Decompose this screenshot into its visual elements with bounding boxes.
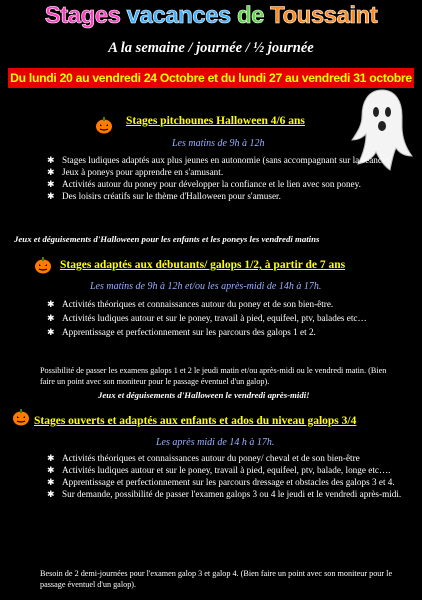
pumpkin-icon: [12, 408, 30, 426]
bullet-icon: ✱: [47, 453, 55, 463]
bullet-icon: ✱: [47, 313, 55, 323]
title-word: de: [236, 2, 264, 29]
title-word: Stages: [44, 2, 121, 29]
list-item: ✱ Activités théoriques et connaissances autour du poney/ cheval et de son bien-être: [47, 453, 360, 463]
bullet-icon: ✱: [47, 327, 55, 337]
bullet-icon: ✱: [47, 179, 55, 189]
pumpkin-icon: [34, 256, 52, 274]
section-hours: Les après midi de 14 h à 17h.: [156, 437, 275, 448]
title-word: vacances: [126, 2, 231, 29]
list-item: ✱ Apprentissage et perfectionnement sur les parcours dressage et obstacles des galops 3 et 4.: [47, 477, 395, 487]
section-note: Besoin de 2 demi-journées pour l'examen galop 3 et galop 4. (Bien faire un point avec son moniteur pour le passage éventuel d'un galop).: [40, 569, 393, 589]
section-emphasis: Jeux et déguisements d'Halloween pour les enfants et les poneys les vendredi matins: [14, 234, 320, 244]
section-list: [47, 298, 402, 338]
title-word: Toussaint: [270, 2, 378, 29]
section-title: Stages adaptés aux débutants/ galops 1/2, à partir de 7 ans: [60, 259, 346, 271]
bullet-icon: ✱: [47, 465, 55, 475]
list-item: ✱ Jeux à poneys pour apprendre en s'amusant.: [47, 167, 224, 177]
pumpkin-icon: [95, 116, 113, 134]
bullet-icon: ✱: [47, 477, 55, 487]
list-item: ✱ Stages ludiques adaptés aux plus jeunes en autonomie (sans accompagnant sur la séance): [47, 155, 390, 165]
bullet-icon: ✱: [47, 167, 55, 177]
list-item: ✱ Apprentissage et perfectionnement sur les parcours des galops 1 et 2.: [47, 327, 316, 337]
section-list: [47, 452, 402, 500]
list-item: ✱ Activités autour du poney pour développer la confiance et le lien avec son poney.: [47, 179, 361, 189]
list-item: ✱ Des loisirs créatifs sur le thème d'Halloween pour s'amuser.: [47, 191, 281, 201]
bullet-icon: ✱: [47, 155, 55, 165]
bullet-icon: ✱: [47, 191, 55, 201]
list-item: ✱ Activités théoriques et connaissances autour du poney et de son bien-être.: [47, 299, 334, 309]
list-item: ✱ Activités ludiques autour et sur le poney, travail à pied, equifeel, ptv, balade, longe etc….: [47, 465, 391, 475]
section-hours: Les matins de 9h à 12h: [172, 138, 265, 149]
bullet-icon: ✱: [47, 489, 55, 499]
section-hours: Les matins de 9h à 12h et/ou les après-midi de 14h à 17h.: [90, 281, 322, 292]
subtitle: A la semaine / journée / ½ journée: [108, 40, 314, 56]
section-title: Stages pitchounes Halloween 4/6 ans: [126, 115, 305, 127]
section-note: Possibilité de passer les examens galops 1 et 2 le jeudi matin et/ou après-midi ou le vendredi matin. (Bien faire un point avec son moniteur pour le passage éventuel d'un galop).: [40, 366, 387, 386]
section-emphasis: Jeux et déguisements d'Halloween le vendredi après-midi!: [98, 390, 310, 400]
list-item: ✱ Activités ludiques autour et sur le poney, travail à pied, equifeel, ptv, balades etc…: [47, 313, 367, 323]
dates-banner: Du lundi 20 au vendredi 24 Octobre et du lundi 27 au vendredi 31 octobre: [8, 68, 414, 88]
page-title: [0, 2, 422, 30]
section-title: Stages ouverts et adaptés aux enfants et ados du niveau galops 3/4: [34, 415, 357, 427]
section-list: [47, 154, 402, 202]
list-item: ✱ Sur demande, possibilité de passer l'examen galops 3 ou 4 le jeudi et le vendredi après-midi.: [47, 489, 402, 499]
bullet-icon: ✱: [47, 299, 55, 309]
